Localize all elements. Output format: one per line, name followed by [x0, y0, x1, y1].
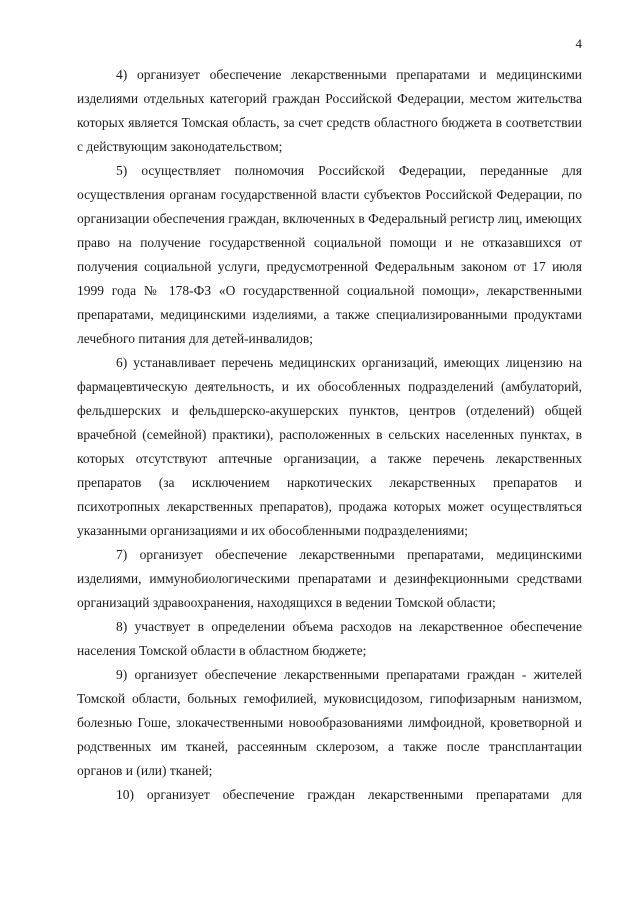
paragraph-item-7: 7) организует обеспечение лекарственными препаратами, медицинскими изделиями, иммунобиологическими препаратами и дезинфекционными средствами организаций здравоохранения, находящихся в ведении Томской области; — [77, 547, 582, 610]
body-text — [77, 63, 582, 807]
paragraph-item-9: 9) организует обеспечение лекарственными препаратами граждан - жителей Томской области, больных гемофилией, муковисцидозом, гипофизарным нанизмом, болезнью Гоше, злокачественными новообразованиями лимфоидной, кроветворной и родственных им тканей, рассеянным склерозом, а также после трансплантации органов и (или) тканей; — [77, 667, 582, 778]
paragraph-item-8: 8) участвует в определении объема расходов на лекарственное обеспечение населения Томской области в областном бюджете; — [77, 619, 582, 658]
paragraph-item-6: 6) устанавливает перечень медицинских организаций, имеющих лицензию на фармацевтическую деятельность, и их обособленных подразделений (амбулаторий, фельдшерских и фельдшерско-акушерских пунктов, центров (отделений) общей врачебной (семейной) практики), расположенных в сельских населенных пунктах, в которых отсутствуют аптечные организации, а также перечень лекарственных препаратов (за исключением наркотических лекарственных препаратов и психотропных лекарственных препаратов), продажа которых может осуществляться указанными организациями и их обособленными подразделениями; — [77, 355, 582, 538]
page-number: 4 — [575, 36, 582, 51]
paragraph-item-5: 5) осуществляет полномочия Российской Федерации, переданные для осуществления органам государственной власти субъектов Российской Федерации, по организации обеспечения граждан, включенных в Федеральный регистр лиц, имеющих право на получение государственной социальной помощи и не отказавшихся от получения социальной услуги, предусмотренной Федеральным законом от 17 июля 1999 года № 178-ФЗ «О государственной социальной помощи», лекарственными препаратами, медицинскими изделиями, а также специализированными продуктами лечебного питания для детей-инвалидов; — [77, 163, 582, 346]
paragraph-item-4: 4) организует обеспечение лекарственными препаратами и медицинскими изделиями отдельных категорий граждан Российской Федерации, местом жительства которых является Томская область, за счет средств областного бюджета в соответствии с действующим законодательством; — [77, 67, 582, 154]
paragraph-item-10: 10) организует обеспечение граждан лекарственными препаратами для — [116, 787, 582, 802]
